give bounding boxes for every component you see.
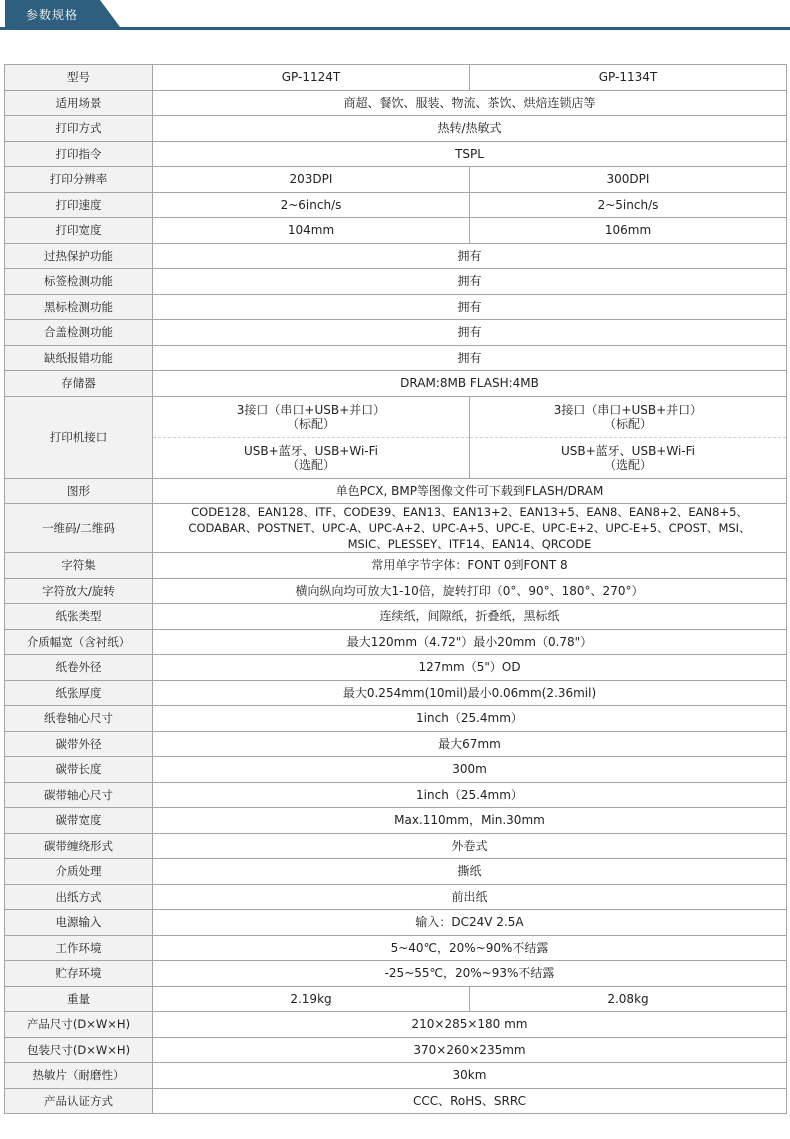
table-row [5,986,787,1012]
value-speed-a: 2~6inch/s [153,192,470,218]
row-label-blackmark: 黑标检测功能 [5,294,153,320]
value-interface-opt-a [153,437,470,478]
table-row [5,629,787,655]
row-label-model: 型号 [5,65,153,91]
table-row [5,320,787,346]
interface-std-text-a: 3接口（串口+USB+并口）（标配） [236,402,386,431]
table-row [5,910,787,936]
row-label-core: 纸卷轴心尺寸 [5,706,153,732]
table-row [5,167,787,193]
row-label-cmd: 打印指令 [5,141,153,167]
value-zoom: 横向纵向均可放大1-10倍，旋转打印（0°、90°、180°、270°） [153,578,787,604]
value-interface-std-a [153,396,470,437]
row-label-ribbon-diameter: 碳带外径 [5,731,153,757]
row-label-media-width: 介质幅宽（含衬纸） [5,629,153,655]
model-a: GP-1124T [153,65,470,91]
value-scene: 商超、餐饮、服装、物流、茶饮、烘焙连锁店等 [153,90,787,116]
value-paperout: 拥有 [153,345,787,371]
value-media: 撕纸 [153,859,787,885]
table-row [5,757,787,783]
value-weight-a: 2.19kg [153,986,470,1012]
table-row [5,604,787,630]
row-label-interface: 打印机接口 [5,396,153,478]
table-row [5,731,787,757]
table-row [5,1037,787,1063]
barcode-text: CODE128、EAN128、ITF、CODE39、EAN13、EAN13+2、EAN13+5、EAN8、EAN8+2、EAN8+5、CODABAR、POSTNET、UPC-A、UPC-A+2、UPC-A+5、UPC-E、UPC-E+2、UPC-E+5、CPOST、MSI、MSIC、PLESSEY、ITF14、EAN14、QRCODE [188,505,751,551]
value-blackmark: 拥有 [153,294,787,320]
table-row [5,1063,787,1089]
row-label-method: 打印方式 [5,116,153,142]
table-row [5,1088,787,1114]
table-row [5,65,787,91]
table-row [5,478,787,504]
row-label-store-env: 贮存环境 [5,961,153,987]
value-ribbon-width: Max.110mm，Min.30mm [153,808,787,834]
table-row [5,961,787,987]
row-label-roll-diameter: 纸卷外径 [5,655,153,681]
value-speed-b: 2~5inch/s [470,192,787,218]
value-graphics: 单色PCX, BMP等图像文件可下载到FLASH/DRAM [153,478,787,504]
value-memory: DRAM:8MB FLASH:4MB [153,371,787,397]
row-label-cover: 合盖检测功能 [5,320,153,346]
table-row [5,269,787,295]
table-row [5,345,787,371]
table-row [5,833,787,859]
value-size: 210×285×180 mm [153,1012,787,1038]
row-label-width: 打印宽度 [5,218,153,244]
table-row [5,578,787,604]
value-barcode [153,504,787,553]
interface-opt-text-a: USB+蓝牙、USB+Wi-Fi（选配） [243,443,378,472]
row-label-power: 电源输入 [5,910,153,936]
row-label-paper-type: 纸张类型 [5,604,153,630]
table-row [5,294,787,320]
value-resolution-a: 203DPI [153,167,470,193]
value-head: 30km [153,1063,787,1089]
row-label-ribbon-width: 碳带宽度 [5,808,153,834]
value-cert: CCC、RoHS、SRRC [153,1088,787,1114]
row-label-speed: 打印速度 [5,192,153,218]
table-row [5,141,787,167]
row-label-paperout: 缺纸报错功能 [5,345,153,371]
value-thickness: 最大0.254mm(10mil)最小0.06mm(2.36mil) [153,680,787,706]
header-underline [0,27,790,30]
value-pack: 370×260×235mm [153,1037,787,1063]
table-row [5,884,787,910]
value-width-a: 104mm [153,218,470,244]
table-row [5,553,787,579]
table-row [5,782,787,808]
value-cover: 拥有 [153,320,787,346]
table-row [5,192,787,218]
value-ribbon-diameter: 最大67mm [153,731,787,757]
value-charset: 常用单字节字体：FONT 0到FONT 8 [153,553,787,579]
value-label-detect: 拥有 [153,269,787,295]
table-row [5,396,787,437]
table-row [5,243,787,269]
table-row [5,371,787,397]
table-row [5,1012,787,1038]
value-interface-std-b [470,396,787,437]
row-label-memory: 存储器 [5,371,153,397]
value-cmd: TSPL [153,141,787,167]
row-label-weight: 重量 [5,986,153,1012]
table-row [5,90,787,116]
row-label-size: 产品尺寸(D×W×H) [5,1012,153,1038]
row-label-overheat: 过热保护功能 [5,243,153,269]
value-media-width: 最大120mm（4.72"）最小20mm（0.78"） [153,629,787,655]
row-label-label-detect: 标签检测功能 [5,269,153,295]
value-resolution-b: 300DPI [470,167,787,193]
table-row [5,859,787,885]
row-label-pack: 包装尺寸(D×W×H) [5,1037,153,1063]
row-label-media: 介质处理 [5,859,153,885]
value-ribbon-length: 300m [153,757,787,783]
table-row [5,655,787,681]
value-ribbon-core: 1inch（25.4mm） [153,782,787,808]
spec-table [4,64,787,1114]
value-interface-opt-b [470,437,787,478]
value-roll-diameter: 127mm（5"）OD [153,655,787,681]
row-label-output: 出纸方式 [5,884,153,910]
section-header [0,0,790,30]
row-label-head: 热敏片（耐磨性） [5,1063,153,1089]
row-label-charset: 字符集 [5,553,153,579]
row-label-thickness: 纸张厚度 [5,680,153,706]
value-method: 热转/热敏式 [153,116,787,142]
table-row [5,808,787,834]
table-row [5,706,787,732]
interface-opt-text-b: USB+蓝牙、USB+Wi-Fi（选配） [560,443,695,472]
table-row [5,116,787,142]
table-row [5,218,787,244]
row-label-scene: 适用场景 [5,90,153,116]
value-store-env: -25~55℃，20%~93%不结露 [153,961,787,987]
row-label-ribbon-length: 碳带长度 [5,757,153,783]
row-label-barcode: 一维码/二维码 [5,504,153,553]
value-weight-b: 2.08kg [470,986,787,1012]
value-overheat: 拥有 [153,243,787,269]
row-label-resolution: 打印分辨率 [5,167,153,193]
value-ribbon-wind: 外卷式 [153,833,787,859]
row-label-graphics: 图形 [5,478,153,504]
section-title: 参数规格 [26,8,79,22]
row-label-work-env: 工作环境 [5,935,153,961]
interface-std-text-b: 3接口（串口+USB+并口）（标配） [553,402,703,431]
value-output: 前出纸 [153,884,787,910]
table-row [5,935,787,961]
row-label-ribbon-core: 碳带轴心尺寸 [5,782,153,808]
row-label-cert: 产品认证方式 [5,1088,153,1114]
row-label-zoom: 字符放大/旋转 [5,578,153,604]
row-label-ribbon-wind: 碳带缠绕形式 [5,833,153,859]
value-work-env: 5~40℃，20%~90%不结露 [153,935,787,961]
model-b: GP-1134T [470,65,787,91]
value-power: 输入：DC24V 2.5A [153,910,787,936]
table-row [5,680,787,706]
value-paper-type: 连续纸，间隙纸，折叠纸，黑标纸 [153,604,787,630]
value-width-b: 106mm [470,218,787,244]
table-row [5,504,787,553]
value-core: 1inch（25.4mm） [153,706,787,732]
